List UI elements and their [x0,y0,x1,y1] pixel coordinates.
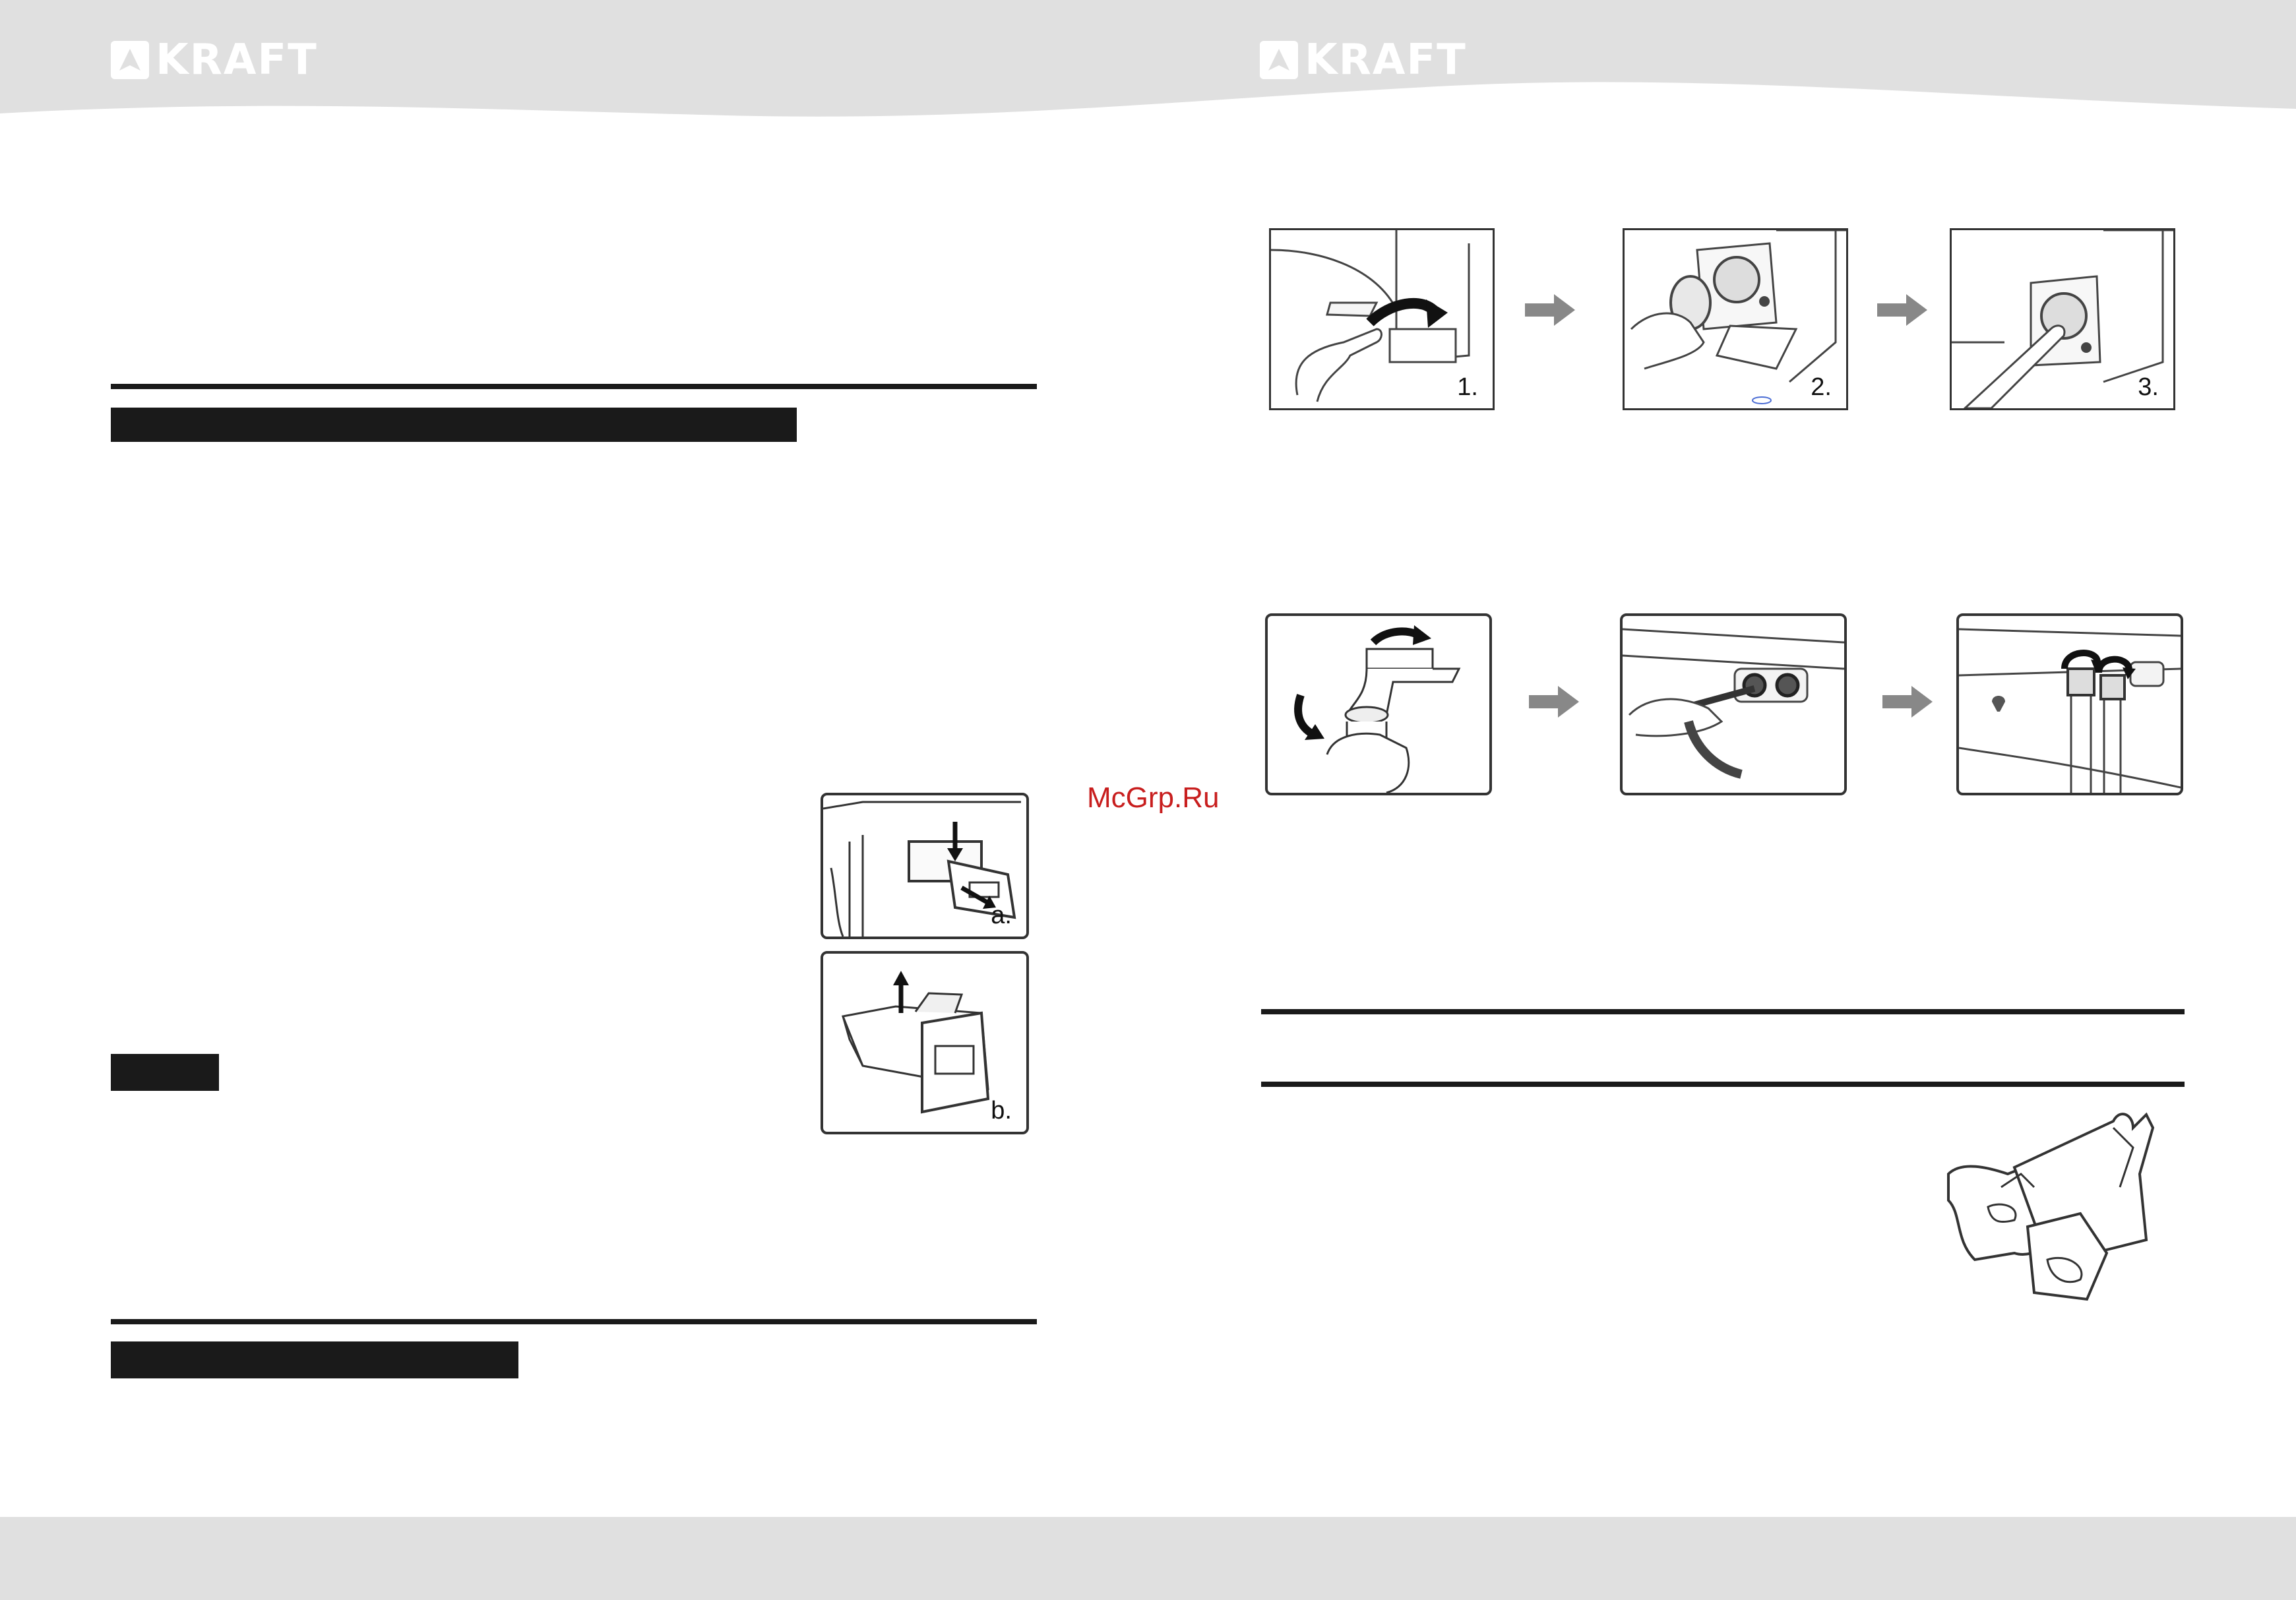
step-number: 2. [1811,373,1832,401]
right-arrow-icon [1529,686,1579,718]
right-arrow-icon [1877,294,1927,326]
section-heading-bar [111,408,797,442]
filter-step-2 [1623,228,1848,410]
dispenser-figure-b [821,951,1029,1134]
section-divider [1261,1082,2185,1087]
filter-step-1 [1269,228,1495,410]
left-logo [111,36,318,84]
footer-band [0,1517,2296,1600]
logo-text: KRAFT [156,36,318,84]
kraft-arrow-icon [111,41,149,79]
kraft-arrow-icon [1260,41,1298,79]
tap-inlet-filter-illustration [1268,616,1489,793]
hose-step-2 [1620,613,1847,795]
right-arrow-icon [1882,686,1933,718]
filter-step-3 [1950,228,2175,410]
hose-step-3 [1956,613,2183,795]
dispenser-figure-a [821,793,1029,939]
figure-label: a. [991,902,1012,929]
logo-text: KRAFT [1305,36,1467,84]
note-label-bar [111,1054,219,1091]
section-divider [111,1319,1037,1324]
section-divider [1261,1009,2185,1014]
watermark: McGrp.Ru [1087,782,1220,814]
right-arrow-icon [1525,294,1575,326]
laundry-pile-illustration [1935,1108,2186,1306]
right-logo [1260,36,1467,84]
step-number: 3. [2138,373,2159,401]
hose-reconnect-illustration [1959,616,2181,793]
section-heading-bar [111,1341,518,1378]
section-divider [111,384,1037,389]
figure-label: b. [991,1097,1012,1124]
step-number: 1. [1457,373,1478,401]
hose-step-1 [1265,613,1492,795]
machine-inlet-valve-illustration [1623,616,1844,793]
header-band [0,0,2296,122]
